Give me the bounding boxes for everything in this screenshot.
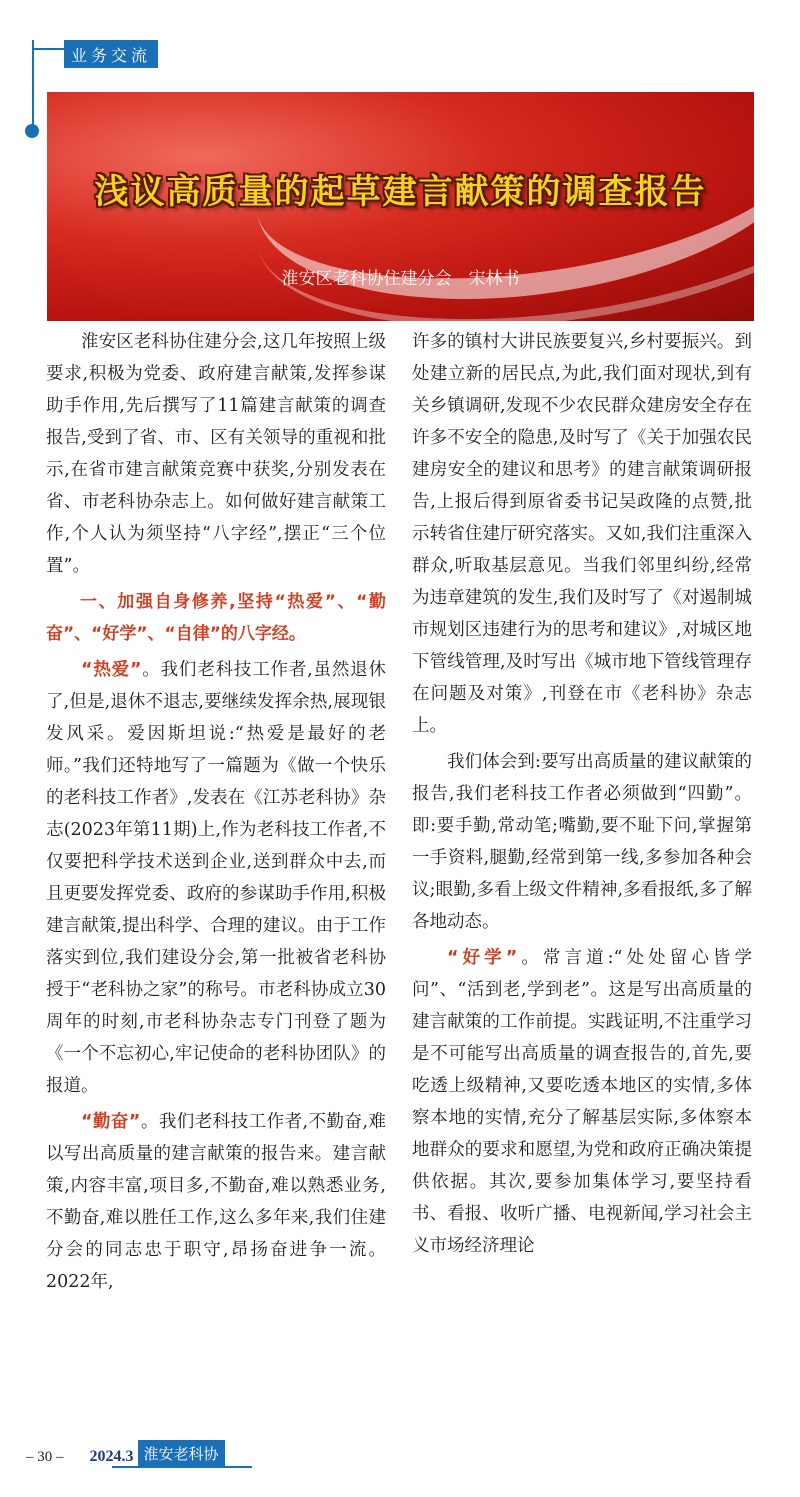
article-title: 浅议高质量的起草建言献策的调查报告 xyxy=(94,172,707,212)
keyword-diligence: “勤奋” xyxy=(81,1112,141,1132)
article-author: 淮安区老科协住建分会 宋林书 xyxy=(281,269,520,289)
footer-rule xyxy=(112,1466,252,1468)
page-footer xyxy=(26,1440,225,1468)
journal-name: 淮安老科协 xyxy=(138,1440,225,1468)
paragraph-studious-text: 。常言道:“处处留心皆学问”、“活到老,学到老”。这是写出高质量的建言献策的工作前提。实践证明,不注重学习是不可能写出高质量的调查报告的,首先,要吃透上级精神,又要吃透本地区的实情,多体察本地的实情,充分了解基层实际,多体察本地群众的要求和愿望,为党和政府正确决策提供依据。其次,要参加集体学习,要坚持看书、看报、收听广播、电视新闻,学习社会主义市场经济理论 xyxy=(412,948,752,1256)
paragraph-diligence-text: 。我们老科技工作者,不勤奋,难以写出高质量的建言献策的报告来。建言献策,内容丰富,项目多,不勤奋,难以熟悉业务,不勤奋,难以胜任工作,这么多年来,我们住建分会的同志忠于职守,昂扬奋进争一流。2022年, xyxy=(46,1112,386,1292)
section-heading: 一、加强自身修养,坚持“热爱”、“勤奋”、“好学”、“自律”的八字经。 xyxy=(46,592,386,644)
header-vertical-rule xyxy=(32,40,34,130)
header-dot-ornament xyxy=(25,124,39,138)
intro-paragraph: 淮安区老科协住建分会,这几年按照上级要求,积极为党委、政府建言献策,发挥参谋助手作用,先后撰写了11篇建言献策的调查报告,受到了省、市、区有关领导的重视和批示,在省市建言献策竞赛中获奖,分别发表在省、市老科协杂志上。如何做好建言献策工作,个人认为须坚持“八字经”,摆正“三个位置”。 xyxy=(46,332,386,576)
paragraph-studious xyxy=(412,942,752,1262)
paragraph-love-text: 。我们老科技工作者,虽然退休了,但是,退休不退志,要继续发挥余热,展现银发风采。爱因斯坦说:“热爱是最好的老师。”我们还特地写了一篇题为《做一个快乐的老科技工作者》,发表在《江苏老科协》杂志(2023年第11期)上,作为老科技工作者,不仅要把科学技术送到企业,送到群众中去,而且更要发挥党委、政府的参谋助手作用,积极建言献策,提出科学、合理的建议。由于工作落实到位,我们建设分会,第一批被省老科协授于“老科协之家”的称号。市老科协成立30周年的时刻,市老科协杂志专门刊登了题为《一个不忘初心,牢记使命的老科协团队》的报道。 xyxy=(46,660,386,1096)
page-number: – 30 – xyxy=(26,1449,64,1465)
section-tag: 业务交流 xyxy=(64,40,158,68)
title-banner xyxy=(47,92,754,321)
issue-number: 2024.3 xyxy=(89,1448,134,1465)
header-horizontal-rule xyxy=(32,48,68,50)
keyword-love: “热爱” xyxy=(81,660,142,680)
paragraph-diligence xyxy=(46,1106,386,1298)
continued-paragraph: 许多的镇村大讲民族要复兴,乡村要振兴。到处建立新的居民点,为此,我们面对现状,到有关乡镇调研,发现不少农民群众建房安全存在许多不安全的隐患,及时写了《关于加强农民建房安全的建议和思考》的建言献策调研报告,上报后得到原省委书记吴政隆的点赞,批示转省住建厅研究落实。又如,我们注重深入群众,听取基层意见。当我们邻里纠纷,经常为违章建筑的发生,我们及时写了《对遏制城市规划区违建行为的思考和建议》,对城区地下管线管理,及时写出《城市地下管线管理存在问题及对策》,刊登在市《老科协》杂志上。 xyxy=(412,332,752,736)
right-column xyxy=(412,326,752,1266)
keyword-studious: “好学” xyxy=(447,948,518,968)
paragraph-love xyxy=(46,654,386,1102)
paragraph-four-diligences: 我们体会到:要写出高质量的建议献策的报告,我们老科技工作者必须做到“四勤”。即:要手勤,常动笔;嘴勤,要不耻下问,掌握第一手资料,腿勤,经常到第一线,多参加各种会议;眼勤,多看上级文件精神,多看报纸,多了解各地动态。 xyxy=(412,752,752,932)
left-column xyxy=(46,326,386,1302)
